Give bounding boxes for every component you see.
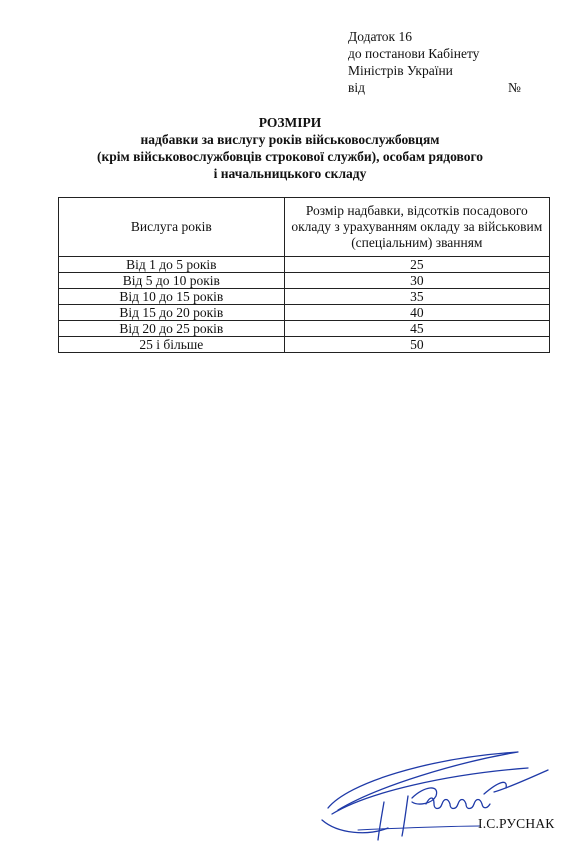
cell-percent: 25: [284, 257, 549, 273]
cell-years: 25 і більше: [59, 337, 285, 353]
table-row: [59, 273, 550, 289]
appendix-number: Додаток 16: [348, 29, 412, 44]
cell-percent: 35: [284, 289, 549, 305]
table-row: [59, 305, 550, 321]
header-years: Вислуга років: [59, 198, 285, 257]
appendix-date-row: [348, 79, 528, 96]
table-row: [59, 257, 550, 273]
appendix-header: [348, 28, 528, 96]
signer-name: І.С.РУСНАК: [478, 816, 555, 831]
appendix-from-label: від: [348, 80, 365, 95]
handwritten-signature: [308, 748, 558, 848]
cell-years: Від 1 до 5 років: [59, 257, 285, 273]
document-title: [0, 114, 580, 182]
title-line-2: (крім військовослужбовців строкової служби), особам рядового: [96, 149, 483, 164]
table-row: [59, 289, 550, 305]
appendix-ministers-line: Міністрів України: [348, 63, 453, 78]
cell-years: Від 10 до 15 років: [59, 289, 285, 305]
cell-percent: 50: [284, 337, 549, 353]
title-line-1: надбавки за вислугу років військовослужбовцям: [140, 132, 440, 147]
cell-percent: 40: [284, 305, 549, 321]
cell-years: Від 5 до 10 років: [59, 273, 285, 289]
allowance-table: [58, 197, 550, 353]
cell-years: Від 20 до 25 років: [59, 321, 285, 337]
cell-years: Від 15 до 20 років: [59, 305, 285, 321]
cell-percent: 30: [284, 273, 549, 289]
title-line-3: і начальницького складу: [213, 166, 367, 181]
table-row: [59, 321, 550, 337]
appendix-resolution-line: до постанови Кабінету: [348, 46, 480, 61]
table-header-row: [59, 198, 550, 257]
table-row: [59, 337, 550, 353]
header-percent: Розмір надбавки, відсотків посадового окладу з урахуванням окладу за військовим (спеціальним) званням: [284, 198, 549, 257]
appendix-number-sign: №: [508, 80, 521, 95]
title-heading: РОЗМІРИ: [258, 115, 322, 130]
cell-percent: 45: [284, 321, 549, 337]
signature-block: [300, 748, 570, 848]
